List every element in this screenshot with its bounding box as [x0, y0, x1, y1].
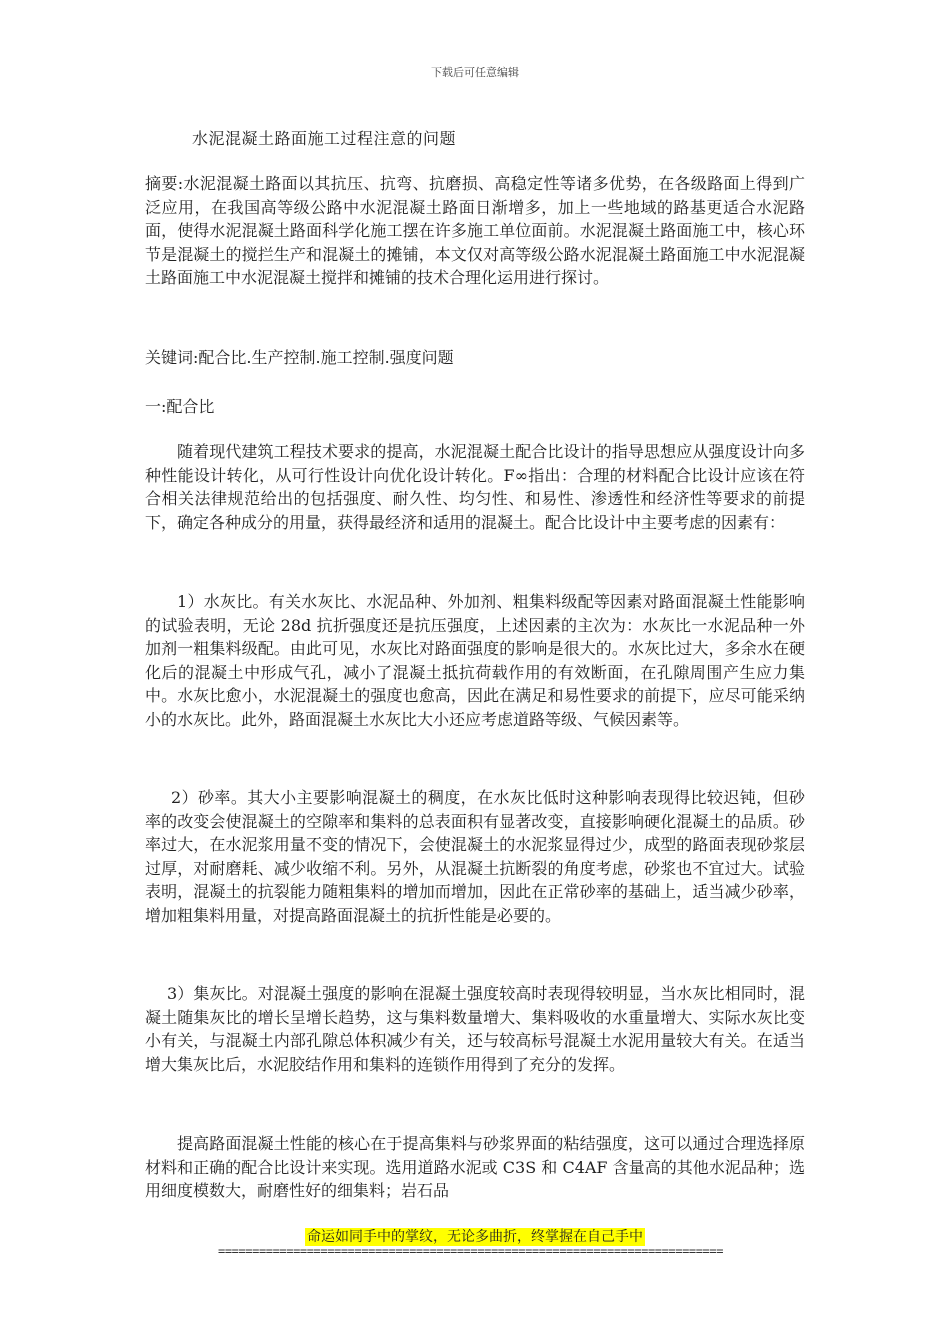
- keywords-line: 关键词:配合比.生产控制.施工控制.强度问题: [145, 348, 454, 367]
- body-paragraph-3: 2）砂率。其大小主要影响混凝土的稠度，在水灰比低时这种影响表现得比较迟钝，但砂率的改变会使混凝土的空隙率和集料的总表面积有显著改变，直接影响硬化混凝土的品质。砂率过大，在水泥浆用量不变的情况下，会使混凝土的水泥浆显得过少，成型的路面表现砂浆层过厚，对耐磨耗、减少收缩不利。另外，从混凝土抗断裂的角度考虑，砂浆也不宜过大。试验表明，混凝土的抗裂能力随粗集料的增加而增加，因此在正常砂率的基础上，适当减少砂率，增加粗集料用量，对提高路面混凝土的抗折性能是必要的。: [145, 788, 805, 925]
- body-paragraph-2: 1）水灰比。有关水灰比、水泥品种、外加剂、粗集料级配等因素对路面混凝土性能影响的试验表明，无论 28d 抗折强度还是抗压强度，上述因素的主次为：水灰比一水泥品种一外加剂一粗集料级配。由此可见，水灰比对路面强度的影响是很大的。水灰比过大，多余水在硬化后的混凝土中形成气孔，减小了混凝土抵抗荷载作用的有效断面，在孔隙周围产生应力集中。水灰比愈小，水泥混凝土的强度也愈高，因此在满足和易性要求的前提下，应尽可能采纳小的水灰比。此外，路面混凝土水灰比大小还应考虑道路等级、气候因素等。: [145, 592, 805, 729]
- footer-highlight: [0, 1226, 950, 1246]
- section-heading: 一:配合比: [145, 397, 215, 416]
- document-title: 水泥混凝土路面施工过程注意的问题: [192, 129, 457, 148]
- abstract-paragraph: 摘要:水泥混凝土路面以其抗压、抗弯、抗磨损、高稳定性等诸多优势，在各级路面上得到广泛应用，在我国高等级公路中水泥混凝土路面日渐增多，加上一些地域的路基更适合水泥路面，使得水泥混凝土路面科学化施工摆在许多施工单位面前。水泥混凝土路面施工中，核心环节是混凝土的搅拦生产和混凝土的摊铺，本文仅对高等级公路水泥混凝土路面施工中水泥混凝土路面施工中水泥混凝土搅拌和摊铺的技术合理化运用进行探讨。: [145, 174, 805, 288]
- body-paragraph-4: 3）集灰比。对混凝土强度的影响在混凝土强度较高时表现得较明显，当水灰比相同时，混凝土随集灰比的增长呈增长趋势，这与集料数量增大、集料吸收的水重量增大、实际水灰比变小有关，与混凝土内部孔隙总体积减少有关，还与较高标号混凝土水泥用量较大有关。在适当增大集灰比后，水泥胶结作用和集料的连锁作用得到了充分的发挥。: [145, 984, 805, 1074]
- footer-rule: ==========================================================================: [218, 1244, 724, 1258]
- footer-motto: 命运如同手中的掌纹，无论多曲折，终掌握在自己手中: [307, 1229, 643, 1245]
- page-header: 下载后可任意编辑: [431, 66, 519, 79]
- body-paragraph-5: 提高路面混凝土性能的核心在于提高集料与砂浆界面的粘结强度，这可以通过合理选择原材料和正确的配合比设计来实现。选用道路水泥或 C3S 和 C4AF 含量高的其他水泥品种；选用细度模数大，耐磨性好的细集料；岩石品: [145, 1134, 805, 1201]
- body-paragraph-1: 随着现代建筑工程技术要求的提高，水泥混凝土配合比设计的指导思想应从强度设计向多种性能设计转化，从可行性设计向优化设计转化。F∞指出：合理的材料配合比设计应该在符合相关法律规范给出的包括强度、耐久性、均匀性、和易性、渗透性和经济性等要求的前提下，确定各种成分的用量，获得最经济和适用的混凝土。配合比设计中主要考虑的因素有：: [145, 442, 805, 532]
